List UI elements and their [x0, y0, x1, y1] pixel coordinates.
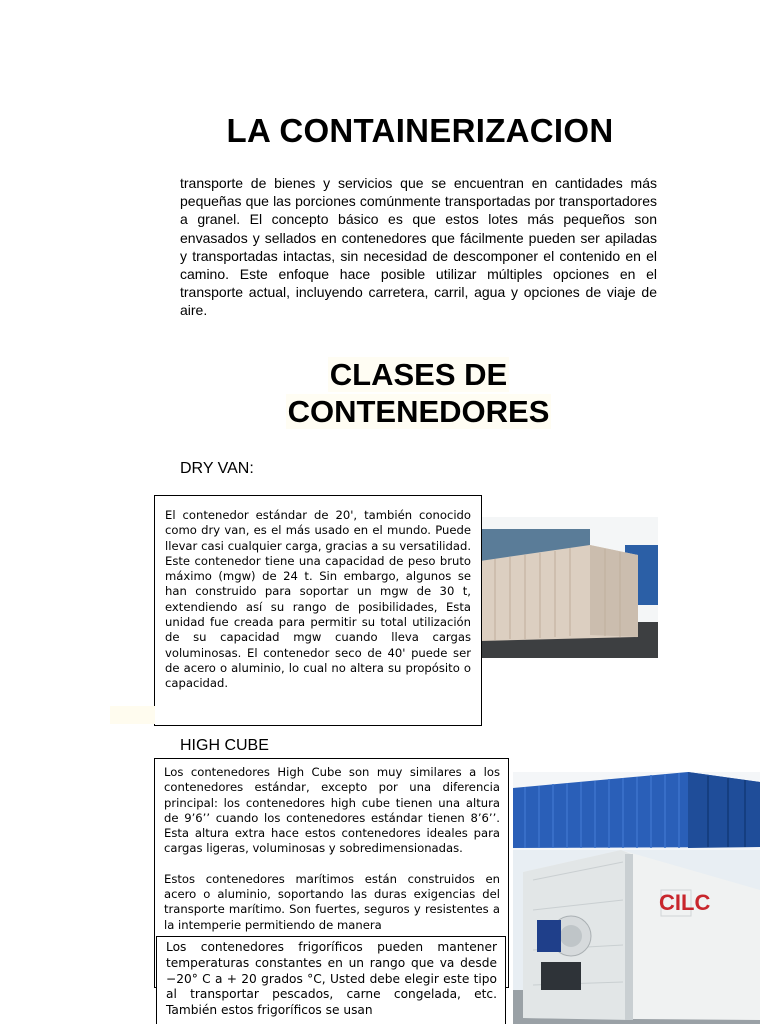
dry-van-textbox — [154, 495, 482, 726]
reefer-logo: CILC — [659, 890, 711, 915]
dry-van-text: El contenedor estándar de 20', también conocido como dry van, es el más usado en el mundo. Puede llevar casi cualquier carga, gracias a su versatilidad. Este contenedor tiene una capacidad de peso bruto máximo (mgw) de 24 t. Sin embargo, algunos se han construido para soportar un mgw de 30 t, extendiendo así su rango de posibilidades, Esta unidad fue creada para permitir su total utilización de su capacidad mgw cuando lleva cargas voluminosas. El contenedor seco de 40' puede ser de acero o aluminio, lo cual no altera su propósito o capacidad. — [165, 508, 471, 691]
high-cube-heading: HIGH CUBE — [180, 737, 269, 754]
reefer-photo — [513, 850, 760, 1024]
reefer-textbox — [156, 936, 506, 1024]
intro-paragraph: transporte de bienes y servicios que se encuentran en cantidades más pequeñas que las porciones comúnmente transportadas por transportadores a granel. El concepto básico es que estos lotes más pequeños son envasados y sellados en contenedores que fácilmente pueden ser apiladas y transportadas intactas, sin necesidad de descomponer el contenido en el camino. Este enfoque hace posible utilizar múltiples opciones en el transporte actual, incluyendo carretera, carril, agua y opciones de viaje de aire. — [180, 175, 657, 319]
section-title-line2: CONTENEDORES — [287, 394, 550, 429]
section-title — [180, 356, 657, 430]
dry-van-heading: DRY VAN: — [180, 460, 254, 477]
high-cube-text-1: Los contenedores High Cube son muy similares a los contenedores estándar, excepto por una diferencia principal: los contenedores high cube tienen una altura de 9’6’’ cuando los contenedores estándar tienen 8’6’’. Esta altura extra hace estos contenedores ideales para cargas ligeras, voluminosas y sobredimensionadas. — [164, 765, 500, 856]
page-title: LA CONTAINERIZACION — [226, 112, 614, 149]
high-cube-photo — [513, 772, 760, 850]
dry-van-photo — [470, 517, 658, 658]
section-title-line1: CLASES DE — [329, 357, 508, 392]
reefer-text: Los contenedores frigoríficos pueden mantener temperaturas constantes en un rango que va desde −20° C a + 20 grados °C, Usted debe elegir este tipo al transportar pescados, carne congelada, etc. También estos frigoríficos se usan — [166, 940, 497, 1018]
high-cube-text-2: Estos contenedores marítimos están construidos en acero o aluminio, soportando las duras exigencias del transporte marítimo. Son fuertes, seguros y resistentes a la intemperie permitiendo de manera — [164, 871, 500, 932]
highlight-mark — [110, 706, 155, 724]
